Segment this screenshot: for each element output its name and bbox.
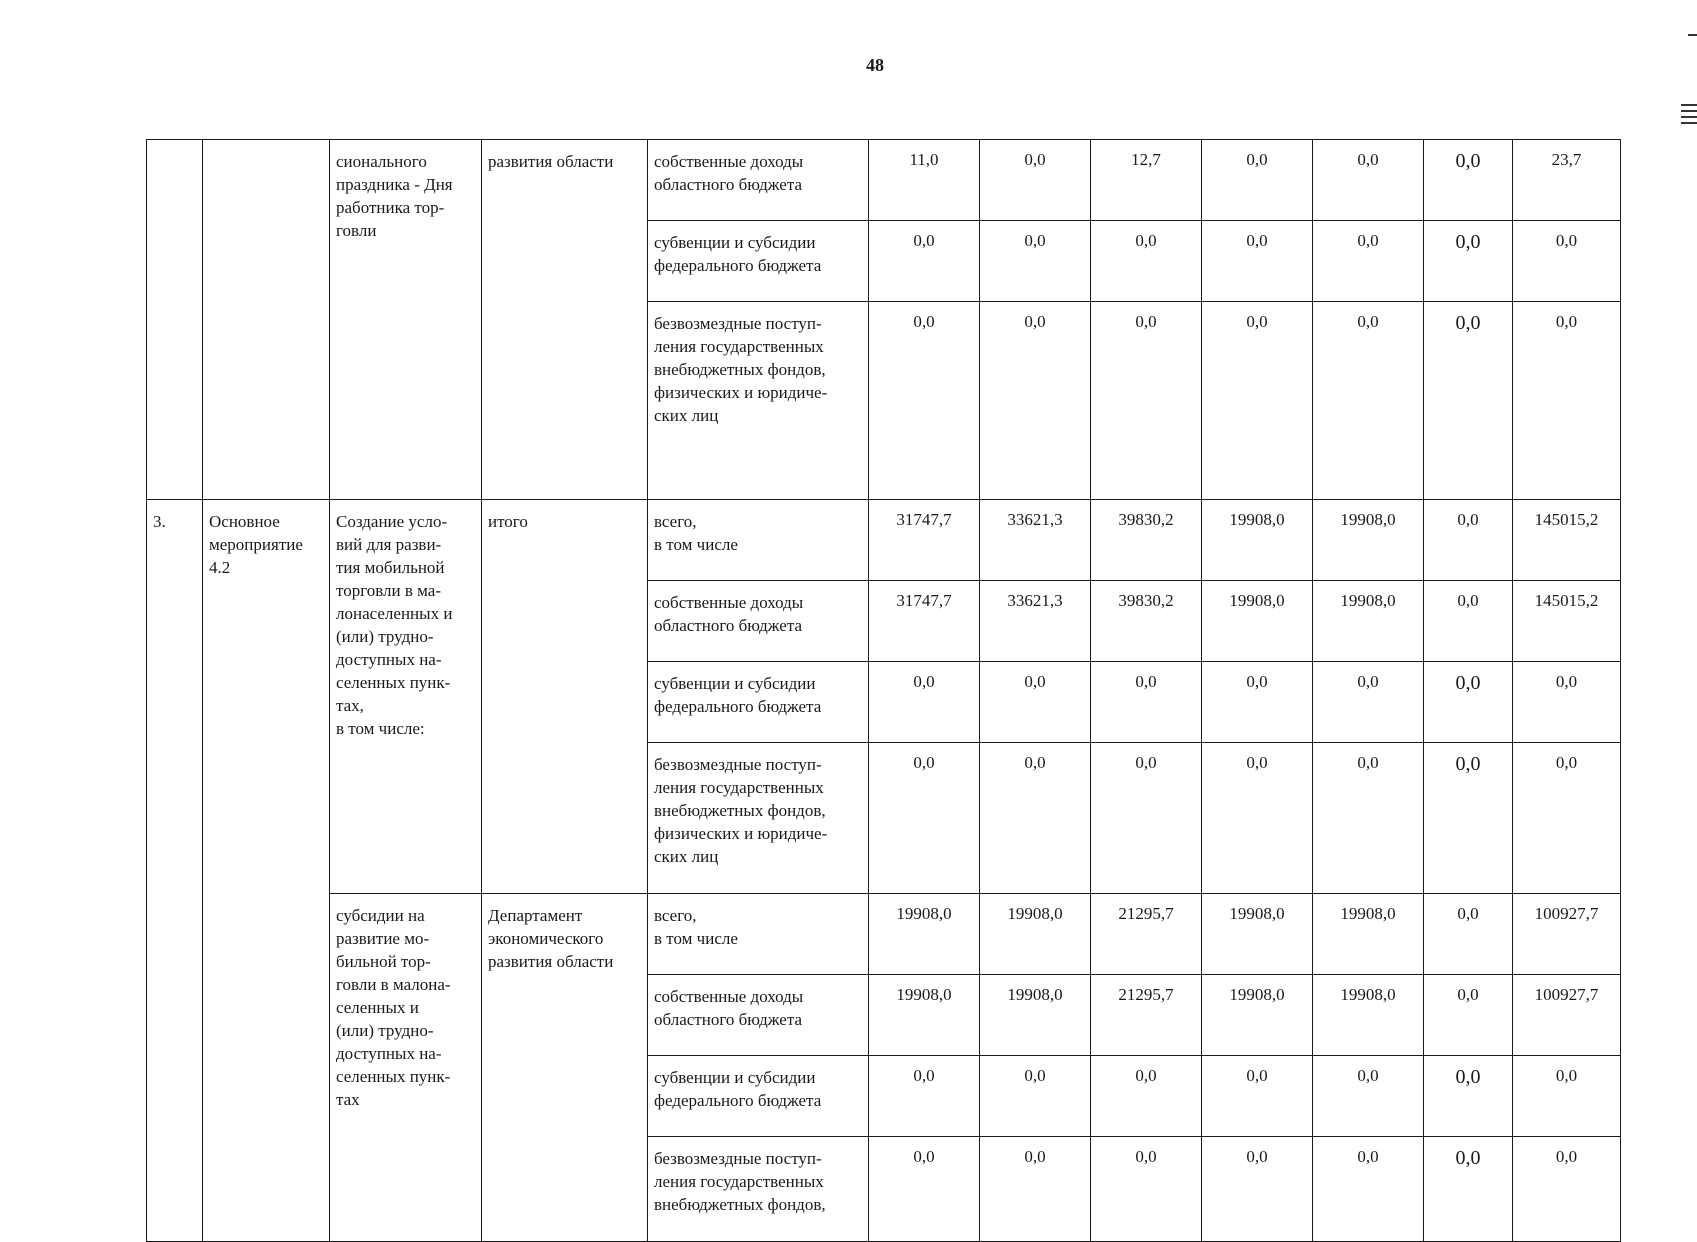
value-cell: 19908,0: [1313, 975, 1424, 1056]
value-cell: 19908,0: [1313, 500, 1424, 581]
total-cell: 0,0: [1513, 302, 1621, 500]
budget-table: [146, 139, 1621, 1242]
value-cell: 39830,2: [1091, 500, 1202, 581]
value-cell: 0,0: [1091, 743, 1202, 894]
value-cell: 19908,0: [1202, 581, 1313, 662]
funding-source-cell: безвозмездные поступ- ления государственных внебюджетных фондов, физических и юридиче- ских лиц: [648, 743, 869, 894]
value-cell: 11,0: [869, 140, 980, 221]
value-cell: 0,0: [1313, 221, 1424, 302]
value-cell: 0,0: [1424, 500, 1513, 581]
value-cell: 0,0: [1091, 1056, 1202, 1137]
value-cell: 31747,7: [869, 500, 980, 581]
funding-source-cell: собственные доходы областного бюджета: [648, 581, 869, 662]
value-cell: 21295,7: [1091, 894, 1202, 975]
value-cell: 0,0: [980, 302, 1091, 500]
value-cell: 0,0: [1313, 140, 1424, 221]
value-cell: 0,0: [1202, 1056, 1313, 1137]
value-cell: 0,0: [1091, 302, 1202, 500]
event-name-cell: Создание усло- вий для разви- тия мобильной торговли в ма- лонаселенных и (или) трудно- доступных на- селенных пунк- тах, в том числе:: [330, 500, 482, 894]
event-name-cell: субсидии на развитие мо- бильной тор- говли в малона- селенных и (или) трудно- доступных на- селенных пунк- тах: [330, 894, 482, 1242]
total-cell: 0,0: [1513, 1056, 1621, 1137]
value-cell: 0,0: [869, 743, 980, 894]
funding-source-cell: субвенции и субсидии федерального бюджета: [648, 221, 869, 302]
event-name-cell: сионального праздника - Дня работника тор- говли: [330, 140, 482, 500]
value-cell: 0,0: [1091, 1137, 1202, 1242]
value-cell: 0,0: [980, 1056, 1091, 1137]
value-cell: 0,0: [1424, 662, 1513, 743]
value-cell: 33621,3: [980, 581, 1091, 662]
value-cell: 19908,0: [1202, 500, 1313, 581]
executor-cell: Департамент экономического развития области: [482, 894, 648, 1242]
table-row: [147, 894, 1621, 975]
total-cell: 100927,7: [1513, 894, 1621, 975]
value-cell: 19908,0: [1313, 581, 1424, 662]
value-cell: 19908,0: [869, 975, 980, 1056]
total-cell: 0,0: [1513, 221, 1621, 302]
value-cell: 0,0: [980, 662, 1091, 743]
total-cell: 0,0: [1513, 1137, 1621, 1242]
value-cell: 0,0: [980, 221, 1091, 302]
executor-cell: итого: [482, 500, 648, 894]
funding-source-cell: безвозмездные поступ- ления государственных внебюджетных фондов, физических и юридиче- ских лиц: [648, 302, 869, 500]
value-cell: 0,0: [1424, 302, 1513, 500]
value-cell: 0,0: [1202, 302, 1313, 500]
value-cell: 0,0: [1424, 743, 1513, 894]
funding-source-cell: безвозмездные поступ- ления государственных внебюджетных фондов,: [648, 1137, 869, 1242]
total-cell: 145015,2: [1513, 500, 1621, 581]
value-cell: 0,0: [869, 302, 980, 500]
value-cell: 39830,2: [1091, 581, 1202, 662]
value-cell: 0,0: [869, 221, 980, 302]
table-row: [147, 500, 1621, 581]
value-cell: 0,0: [1424, 140, 1513, 221]
value-cell: 0,0: [1424, 1137, 1513, 1242]
value-cell: 12,7: [1091, 140, 1202, 221]
value-cell: 0,0: [1313, 1137, 1424, 1242]
value-cell: 0,0: [1202, 662, 1313, 743]
funding-source-cell: субвенции и субсидии федерального бюджета: [648, 1056, 869, 1137]
value-cell: 0,0: [980, 1137, 1091, 1242]
total-cell: 0,0: [1513, 662, 1621, 743]
value-cell: 0,0: [1424, 221, 1513, 302]
value-cell: 19908,0: [869, 894, 980, 975]
page-edge-mark: [1688, 34, 1697, 36]
value-cell: 0,0: [1313, 662, 1424, 743]
value-cell: 0,0: [1091, 221, 1202, 302]
value-cell: 0,0: [1424, 1056, 1513, 1137]
value-cell: 0,0: [1202, 221, 1313, 302]
value-cell: 0,0: [1202, 140, 1313, 221]
value-cell: 0,0: [1424, 894, 1513, 975]
event-cell: Основное мероприятие 4.2: [203, 500, 330, 1242]
page-edge-mark: [1681, 116, 1697, 118]
value-cell: 19908,0: [980, 894, 1091, 975]
value-cell: 0,0: [869, 1137, 980, 1242]
value-cell: 33621,3: [980, 500, 1091, 581]
value-cell: 19908,0: [1313, 894, 1424, 975]
value-cell: 0,0: [980, 743, 1091, 894]
page-edge-mark: [1681, 110, 1697, 112]
value-cell: 31747,7: [869, 581, 980, 662]
event-cell: [203, 140, 330, 500]
value-cell: 21295,7: [1091, 975, 1202, 1056]
value-cell: 0,0: [1202, 743, 1313, 894]
value-cell: 0,0: [1424, 581, 1513, 662]
value-cell: 0,0: [1313, 302, 1424, 500]
page-edge-mark: [1681, 104, 1697, 106]
funding-source-cell: всего, в том числе: [648, 894, 869, 975]
total-cell: 100927,7: [1513, 975, 1621, 1056]
value-cell: 0,0: [1313, 1056, 1424, 1137]
row-number-cell: 3.: [147, 500, 203, 1242]
value-cell: 0,0: [1091, 662, 1202, 743]
funding-source-cell: всего, в том числе: [648, 500, 869, 581]
funding-source-cell: субвенции и субсидии федерального бюджета: [648, 662, 869, 743]
funding-source-cell: собственные доходы областного бюджета: [648, 975, 869, 1056]
value-cell: 0,0: [869, 1056, 980, 1137]
page-number: 48: [866, 55, 884, 75]
total-cell: 0,0: [1513, 743, 1621, 894]
funding-source-cell: собственные доходы областного бюджета: [648, 140, 869, 221]
value-cell: 0,0: [1424, 975, 1513, 1056]
value-cell: 0,0: [1202, 1137, 1313, 1242]
row-number-cell: [147, 140, 203, 500]
value-cell: 19908,0: [1202, 975, 1313, 1056]
total-cell: 23,7: [1513, 140, 1621, 221]
value-cell: 0,0: [980, 140, 1091, 221]
total-cell: 145015,2: [1513, 581, 1621, 662]
table-row: [147, 140, 1621, 221]
value-cell: 19908,0: [980, 975, 1091, 1056]
value-cell: 0,0: [1313, 743, 1424, 894]
value-cell: 0,0: [869, 662, 980, 743]
page-edge-mark: [1681, 122, 1697, 124]
executor-cell: развития области: [482, 140, 648, 500]
value-cell: 19908,0: [1202, 894, 1313, 975]
